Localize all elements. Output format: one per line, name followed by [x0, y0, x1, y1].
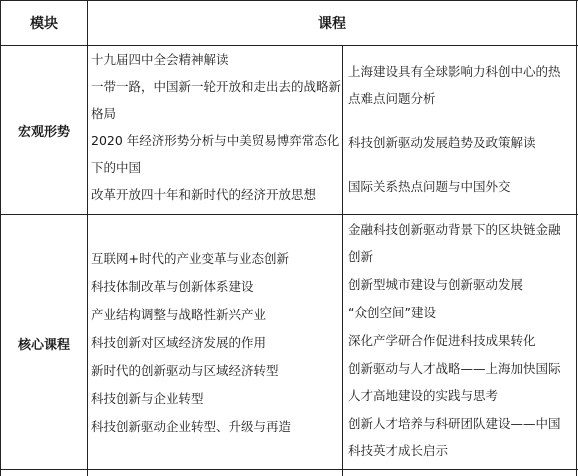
- header-course: 课程: [318, 16, 346, 32]
- module-column-divider: [87, 0, 88, 476]
- list-item: 科技创新驱动企业转型、升级与再造: [91, 419, 292, 434]
- list-item: 点难点问题分析: [348, 91, 436, 106]
- list-item: 人才高地建设的实践与思考: [348, 388, 499, 403]
- list-item: 改革开放四十年和新时代的经济开放思想: [91, 187, 317, 202]
- list-item: “众创空间”建设: [348, 305, 436, 320]
- list-item: 一带一路，中国新一轮开放和走出去的战略新: [91, 79, 342, 94]
- list-item: 科技创新对区域经济发展的作用: [91, 335, 267, 350]
- macro-right-courses: [348, 58, 561, 200]
- list-item: 创新人才培养与科研团队建设——中国: [348, 416, 561, 431]
- list-item: 金融科技创新驱动背景下的区块链金融: [348, 222, 561, 237]
- list-item: 科技体制改革与创新体系建设: [91, 279, 254, 294]
- table-border-left: [0, 0, 1, 476]
- list-item: 产业结构调整与战略性新兴产业: [91, 307, 267, 322]
- list-item: 创新: [348, 249, 374, 264]
- list-item: 互联网+时代的产业变革与业态创新: [91, 251, 289, 266]
- list-item: 十九届四中全会精神解读: [91, 52, 229, 67]
- module-label-core: 核心课程: [17, 338, 70, 353]
- header-module: 模块: [30, 16, 58, 32]
- list-item: 新时代的创新驱动与区域经济转型: [91, 363, 279, 378]
- list-item: 国际关系热点问题与中国外交: [348, 179, 511, 194]
- list-item: 下的中国: [91, 160, 142, 175]
- core-left-courses: [91, 245, 291, 441]
- list-item: 创新型城市建设与创新驱动发展: [348, 277, 524, 292]
- list-item: 上海建设具有全球影响力科创中心的热: [348, 64, 561, 79]
- list-item: 科技创新与企业转型: [91, 391, 204, 406]
- core-right-courses: [348, 216, 561, 464]
- macro-left-courses: [91, 46, 341, 208]
- table-border-right: [576, 0, 577, 476]
- list-item: 深化产学研合作促进科技成果转化: [348, 333, 536, 348]
- list-item: 2020 年经济形势分析与中美贸易博弈常态化: [91, 133, 340, 148]
- list-item: 科技创新驱动发展趋势及政策解读: [348, 135, 536, 150]
- list-item: 格局: [91, 106, 117, 121]
- list-item: 科技英才成长启示: [348, 443, 449, 458]
- module-label-macro: 宏观形势: [17, 125, 70, 140]
- course-column-divider: [342, 45, 343, 476]
- list-item: 创新驱动与人才战略——上海加快国际: [348, 361, 561, 376]
